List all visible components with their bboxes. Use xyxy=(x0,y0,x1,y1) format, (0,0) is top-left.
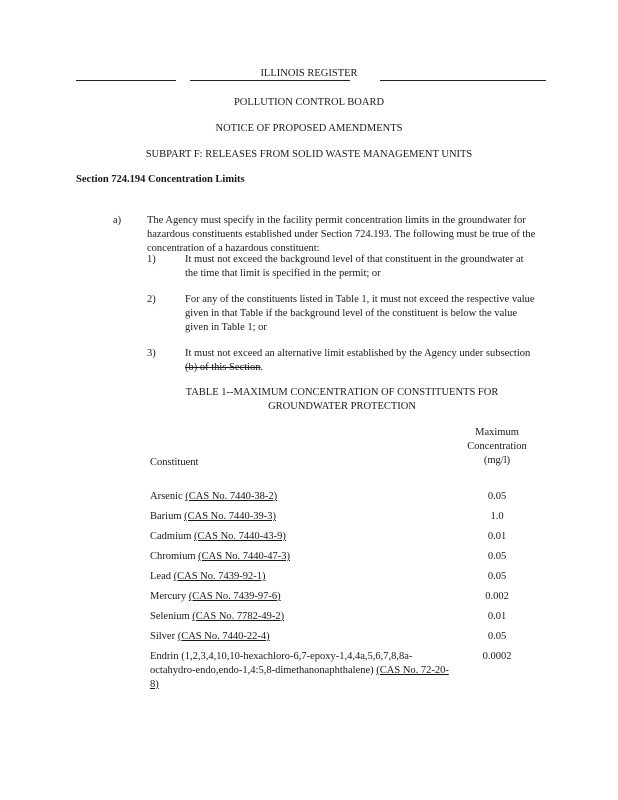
table-row-name: Chromium (CAS No. 7440-47-3) xyxy=(150,551,291,562)
table-row-value: 0.05 xyxy=(487,571,507,582)
table-row-name: Silver (CAS No. 7440-22-4) xyxy=(150,631,270,642)
item-3-text-after: . xyxy=(260,362,264,373)
item-3-struck-text: (b) of this Section xyxy=(185,362,261,373)
table-row-value: 0.01 xyxy=(487,611,507,622)
column-header-constituent: Constituent xyxy=(150,457,199,468)
column-header-max-concentration: Maximum Concentration (mg/l) xyxy=(467,427,527,466)
item-3-number: 3) xyxy=(147,348,156,359)
table-row-name: Lead (CAS No. 7439-92-1) xyxy=(150,571,266,582)
item-2-number: 2) xyxy=(147,294,156,305)
item-1-text: It must not exceed the background level of that constituent in the groundwater at the time that limit is specified in the permit; or xyxy=(185,254,524,279)
table-row-value: 0.05 xyxy=(487,551,507,562)
table-row-name: Cadmium (CAS No. 7440-43-9) xyxy=(150,531,286,542)
table-row-value: 1.0 xyxy=(490,511,504,522)
item-3-text-before: It must not exceed an alternative limit established by the Agency under subsection xyxy=(185,348,531,359)
section-title: Section 724.194 Concentration Limits xyxy=(76,174,245,185)
notice-title: NOTICE OF PROPOSED AMENDMENTS xyxy=(215,123,403,134)
paragraph-a-label: a) xyxy=(113,215,122,226)
table-row-name: Barium (CAS No. 7440-39-3) xyxy=(150,511,276,522)
subpart-title: SUBPART F: RELEASES FROM SOLID WASTE MANAGEMENT UNITS xyxy=(145,149,473,160)
table-row-value: 0.05 xyxy=(487,491,507,502)
item-1-number: 1) xyxy=(147,254,156,265)
table-row-name: Endrin (1,2,3,4,10,10-hexachloro-6,7-epoxy-1,4,4a,5,6,7,8,8a-octahydro-endo,endo-1,4:5,8-dimethanonaphthalene) (CAS No. 72-20-8) xyxy=(150,651,449,690)
table-row-value: 0.002 xyxy=(485,591,509,602)
table-row-value: 0.01 xyxy=(487,531,507,542)
register-title: ILLINOIS REGISTER xyxy=(260,68,358,79)
table-row-name: Arsenic (CAS No. 7440-38-2) xyxy=(150,491,278,502)
item-2-text: For any of the constituents listed in Table 1, it must not exceed the respective value given in that Table if the background level of the constituent is below the value given in Table 1; or xyxy=(185,294,535,333)
item-3-text xyxy=(185,347,535,375)
table-row-value: 0.0002 xyxy=(482,651,512,662)
board-title: POLLUTION CONTROL BOARD xyxy=(233,97,385,108)
table-row-name: Selenium (CAS No. 7782-49-2) xyxy=(150,611,285,622)
table-row-value: 0.05 xyxy=(487,631,507,642)
paragraph-a-text: The Agency must specify in the facility permit concentration limits in the groundwater for hazardous constituents established under Section 724.193. The following must be true of the concentration of a hazardous constituent: xyxy=(147,215,536,254)
table-title: TABLE 1--MAXIMUM CONCENTRATION OF CONSTITUENTS FOR GROUNDWATER PROTECTION xyxy=(185,387,499,412)
table-row-name: Mercury (CAS No. 7439-97-6) xyxy=(150,591,281,602)
